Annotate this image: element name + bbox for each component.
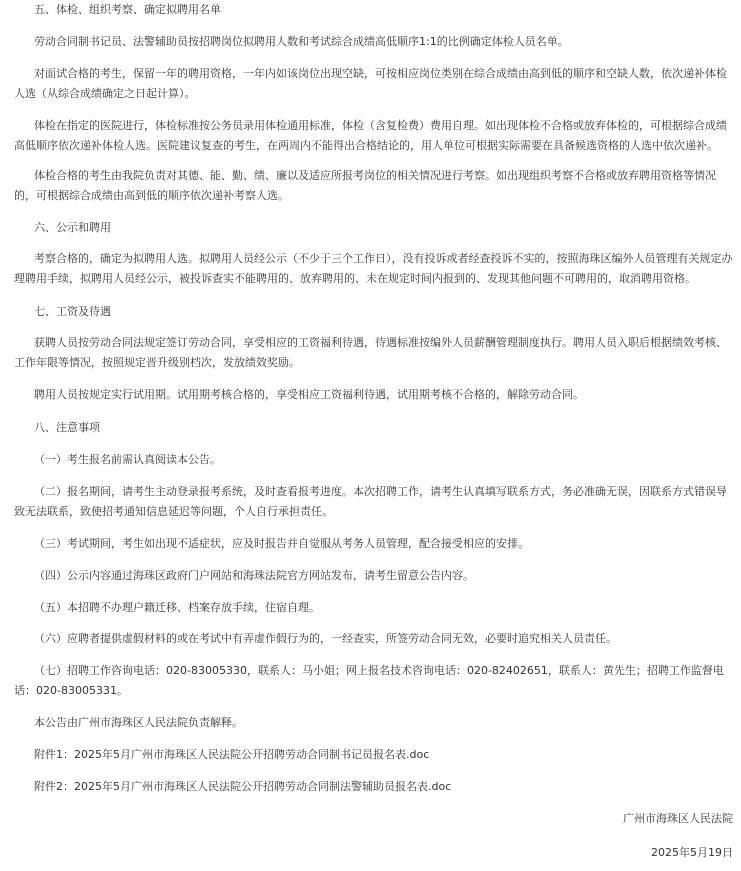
notice-item-4: （四）公示内容通过海珠区政府门户网站和海珠法院官方网站发布，请考生留意公告内容。 [34, 569, 474, 582]
section-5-paragraph-3: 体检在指定的医院进行，体检标准按公务员录用体检通用标准，体检（含复检费）费用自理。如出现体检不合格或放弃体检的，可根据综合成绩高低顺序依次递补体检人选。医院建议复查的考生，在两周内不能得出合格结论的，用人单位可根据实际需要在具备候选资格的人选中依次递补。 [14, 119, 727, 152]
section-8-heading: 八、注意事项 [34, 421, 100, 434]
attachment-2-link[interactable]: 附件2：2025年5月广州市海珠区人民法院公开招聘劳动合同制法警辅助员报名表.doc [34, 780, 452, 793]
notice-item-5: （五）本招聘不办理户籍迁移、档案存放手续，住宿自理。 [34, 601, 320, 614]
section-6-paragraph-1: 考察合格的，确定为拟聘用人选。拟聘用人员经公示（不少于三个工作日），没有投诉或者经查投诉不实的，按照海珠区编外人员管理有关规定办理聘用手续，拟聘用人员经公示，被投诉查实不能聘用的、放弃聘用的、未在规定时间内报到的、发现其他问题不可聘用的，取消聘用资格。 [14, 252, 733, 285]
section-5-paragraph-1: 劳动合同制书记员、法警辅助员按招聘岗位拟聘用人数和考试综合成绩高低顺序1:1的比例确定体检人员名单。 [34, 35, 569, 48]
issue-date: 2025年5月19日 [651, 846, 733, 859]
attachment-1-link[interactable]: 附件1：2025年5月广州市海珠区人民法院公开招聘劳动合同制书记员报名表.doc [34, 748, 430, 761]
section-6-heading: 六、公示和聘用 [34, 221, 111, 234]
section-5-paragraph-2: 对面试合格的考生，保留一年的聘用资格，一年内如该岗位出现空缺，可按相应岗位类别在综合成绩由高到低的顺序和空缺人数，依次递补体检人选（从综合成绩确定之日起计算）。 [14, 67, 727, 100]
attachment-1 [14, 745, 734, 765]
attachment-2 [14, 777, 734, 797]
section-5-heading: 五、体检、组织考察、确定拟聘用名单 [34, 3, 221, 16]
issuer-signature: 广州市海珠区人民法院 [623, 812, 733, 825]
section-7-heading: 七、工资及待遇 [34, 305, 111, 318]
notice-item-7: （七）招聘工作咨询电话：020-83005330，联系人：马小姐；网上报名技术咨询电话：020-82402651，联系人：黄先生；招聘工作监督电话：020-83005331。 [14, 664, 724, 697]
section-7-paragraph-2: 聘用人员按规定实行试用期。试用期考核合格的，享受相应工资福利待遇，试用期考核不合格的，解除劳动合同。 [34, 388, 584, 401]
notice-item-1: （一）考生报名前需认真阅读本公告。 [34, 453, 221, 466]
notice-item-2: （二）报名期间，请考生主动登录报考系统，及时查看报考进度。本次招聘工作，请考生认真填写联系方式，务必准确无误，因联系方式错误导致无法联系，致使招考通知信息延迟等问题，个人自行承担责任。 [14, 485, 727, 518]
notice-item-6: （六）应聘者提供虚假材料的或在考试中有弄虚作假行为的，一经查实，所签劳动合同无效，必要时追究相关人员责任。 [34, 632, 617, 645]
section-5-paragraph-4: 体检合格的考生由我院负责对其德、能、勤、绩、廉以及适应所报考岗位的相关情况进行考察。如出现组织考察不合格或放弃聘用资格等情况的，可根据综合成绩由高到低的顺序依次递补考察人选。 [14, 169, 716, 202]
section-7-paragraph-1: 获聘人员按劳动合同法规定签订劳动合同，享受相应的工资福利待遇，待遇标准按编外人员薪酬管理制度执行。聘用人员入职后根据绩效考核、工作年限等情况，按照规定晋升级别档次，发放绩效奖励。 [14, 336, 727, 369]
notice-item-3: （三）考试期间，考生如出现不适症状，应及时报告并自觉服从考务人员管理，配合接受相应的安排。 [34, 537, 529, 550]
closing-statement: 本公告由广州市海珠区人民法院负责解释。 [34, 716, 243, 729]
